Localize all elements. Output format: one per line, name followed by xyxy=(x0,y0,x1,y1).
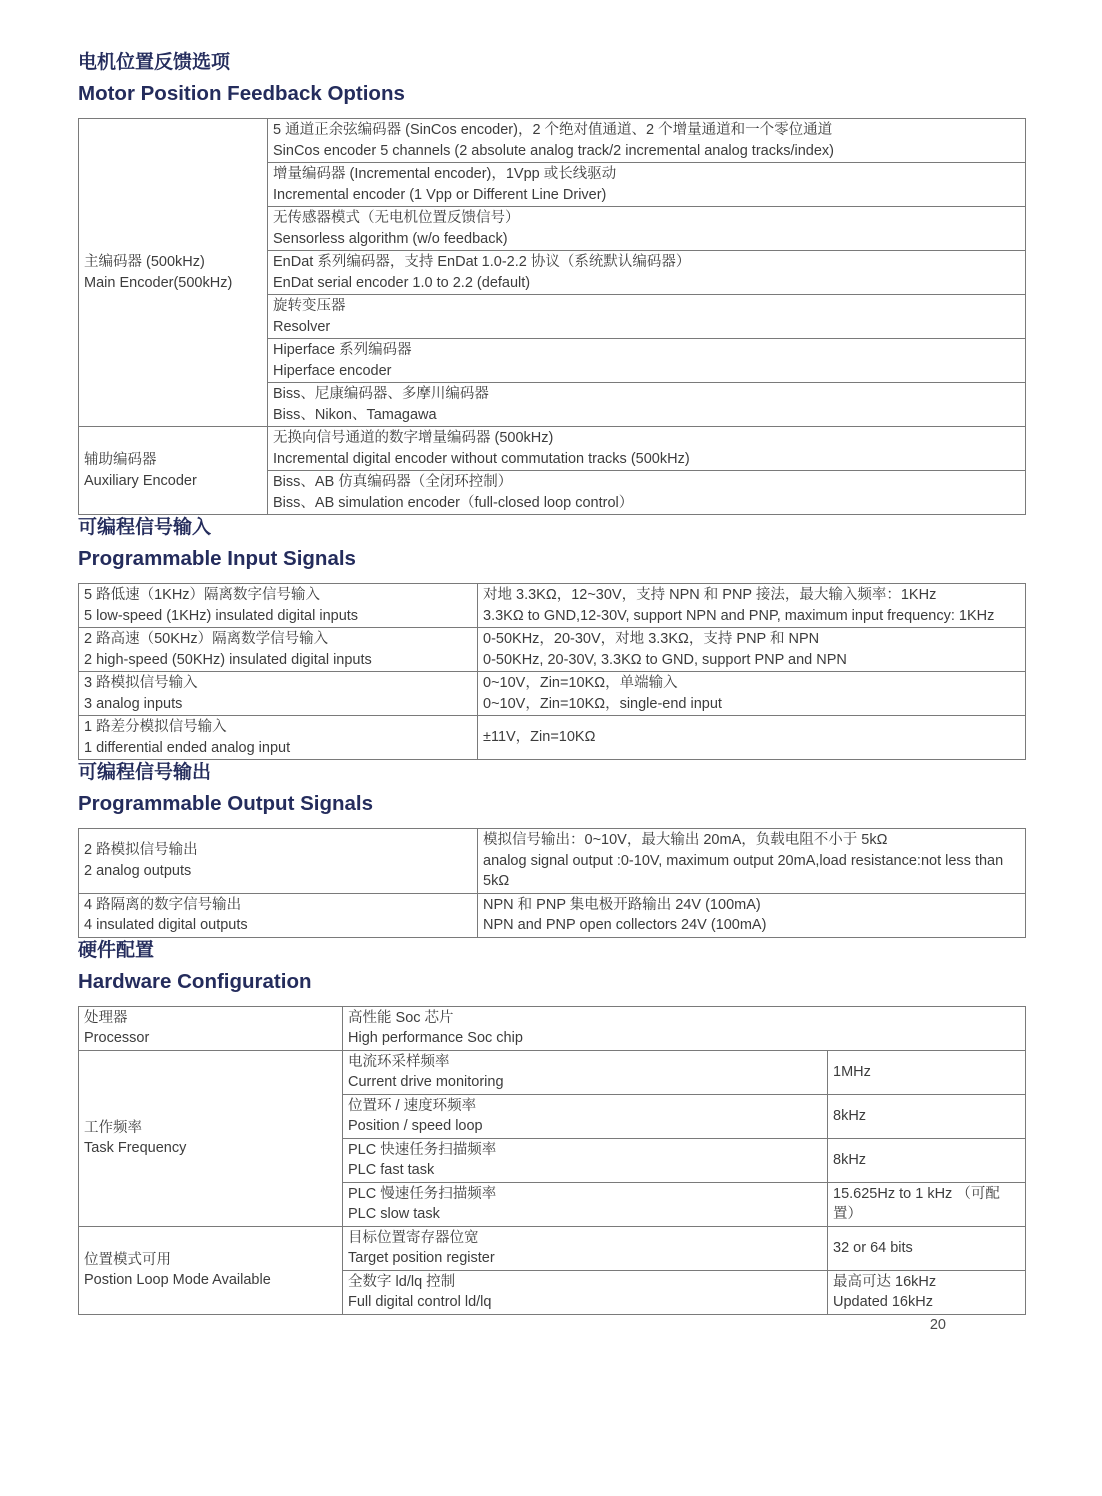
value-cell xyxy=(828,1050,1026,1094)
signal-name-en: 2 analog outputs xyxy=(84,862,192,879)
item-text-zh: 目标位置寄存器位宽 xyxy=(348,1229,479,1246)
group-label-zh: 辅助编码器 xyxy=(84,452,157,468)
signal-name-en: 5 low-speed (1KHz) insulated digital inputs xyxy=(84,607,359,624)
spec-text-en: Resolver xyxy=(273,318,331,335)
spec-cell xyxy=(268,251,1026,295)
signal-spec-zh: 0-50KHz，20-30V，对地 3.3KΩ，支持 PNP 和 NPN xyxy=(483,631,820,647)
group-label-en: Main Encoder(500kHz) xyxy=(84,274,233,291)
spec-text-en: Incremental encoder (1 Vpp or Different Line Driver) xyxy=(273,186,607,203)
section-title-en: Motor Position Feedback Options xyxy=(78,82,405,105)
group-label-zh: 位置模式可用 xyxy=(84,1251,171,1268)
section-title-zh: 电机位置反馈选项 xyxy=(78,52,231,73)
spec-text-en: Incremental digital encoder without commutation tracks (500kHz) xyxy=(273,450,690,467)
item-text-zh: 全数字 ld/lq 控制 xyxy=(348,1273,456,1290)
signal-spec-cell xyxy=(478,628,1026,672)
spec-text-en: High performance Soc chip xyxy=(348,1030,523,1046)
table-row xyxy=(79,672,1026,716)
row-label-zh: 处理器 xyxy=(84,1009,128,1026)
spec-text-en: EnDat serial encoder 1.0 to 2.2 (default) xyxy=(273,274,531,291)
signal-name-en: 2 high-speed (50KHz) insulated digital inputs xyxy=(84,651,372,668)
spec-cell xyxy=(268,383,1026,427)
value-text: 1MHz xyxy=(833,1063,871,1080)
signal-name-en: 4 insulated digital outputs xyxy=(84,917,248,933)
spec-text-en: Hiperface encoder xyxy=(273,362,392,379)
spec-text-zh: 无传感器模式（无电机位置反馈信号） xyxy=(273,210,520,226)
section-title-en: Programmable Output Signals xyxy=(78,792,374,815)
item-text-en: Full digital control ld/lq xyxy=(348,1294,492,1310)
spec-cell xyxy=(268,207,1026,251)
hardware-table xyxy=(78,1006,1026,1315)
signal-name-cell xyxy=(79,628,478,672)
signal-spec-zh: ±11V，Zin=10KΩ xyxy=(483,729,596,746)
spec-text-zh: Hiperface 系列编码器 xyxy=(273,342,412,358)
value-cell xyxy=(828,1182,1026,1226)
signal-spec-cell xyxy=(478,584,1026,628)
signal-spec-zh: 模拟信号输出：0~10V，最大输出 20mA，负载电阻不小于 5kΩ xyxy=(483,832,888,848)
signal-spec-cell xyxy=(478,893,1026,937)
signal-name-cell xyxy=(79,672,478,716)
item-cell xyxy=(343,1138,828,1182)
output-table xyxy=(78,828,1026,938)
table-row xyxy=(79,119,1026,163)
item-text-en: Current drive monitoring xyxy=(348,1074,504,1090)
signal-name-zh: 1 路差分模拟信号输入 xyxy=(84,719,227,735)
value-text-en: Updated 16kHz xyxy=(833,1294,933,1310)
group-label-zh: 工作频率 xyxy=(84,1119,142,1136)
item-text-en: Position / speed loop xyxy=(348,1118,483,1134)
table-row xyxy=(79,628,1026,672)
spec-text-en: Sensorless algorithm (w/o feedback) xyxy=(273,230,508,247)
spec-text-zh: Biss、AB 仿真编码器（全闭环控制） xyxy=(273,474,513,490)
table-row xyxy=(79,1226,1026,1270)
spec-text-en: SinCos encoder 5 channels (2 absolute analog track/2 incremental analog tracks/index) xyxy=(273,142,834,159)
signal-name-cell xyxy=(79,716,478,760)
spec-text-zh: 增量编码器 (Incremental encoder)，1Vpp 或长线驱动 xyxy=(273,166,617,182)
spec-cell xyxy=(268,339,1026,383)
signal-spec-cell xyxy=(478,716,1026,760)
spec-text-zh: 旋转变压器 xyxy=(273,298,346,314)
value-text: 8kHz xyxy=(833,1151,867,1168)
signal-spec-zh: 0~10V，Zin=10KΩ，单端输入 xyxy=(483,675,678,691)
signal-spec-en: NPN and PNP open collectors 24V (100mA) xyxy=(483,917,767,933)
item-cell xyxy=(343,1050,828,1094)
spec-cell xyxy=(268,119,1026,163)
signal-name-zh: 4 路隔离的数字信号输出 xyxy=(84,896,242,913)
spec-cell xyxy=(268,163,1026,207)
spec-text-en: Biss、AB simulation encoder（full-closed loop control） xyxy=(273,494,634,511)
value-cell xyxy=(828,1138,1026,1182)
spec-text-en: Biss、Nikon、Tamagawa xyxy=(273,406,437,423)
spec-cell xyxy=(268,427,1026,471)
group-label-en: Task Frequency xyxy=(84,1140,187,1156)
signal-name-zh: 2 路高速（50KHz）隔离数学信号输入 xyxy=(84,631,329,647)
value-text: 8kHz xyxy=(833,1107,867,1124)
signal-spec-en: analog signal output :0-10V, maximum output 20mA,load resistance:not less than 5kΩ xyxy=(483,852,1004,889)
section-title-zh: 可编程信号输出 xyxy=(78,762,212,783)
signal-spec-zh: NPN 和 PNP 集电极开路输出 24V (100mA) xyxy=(483,896,761,913)
row-group-label-main-encoder xyxy=(79,119,268,427)
value-text: 32 or 64 bits xyxy=(833,1239,913,1256)
section-title-zh: 可编程信号输入 xyxy=(78,517,212,538)
item-cell xyxy=(343,1226,828,1270)
signal-name-en: 3 analog inputs xyxy=(84,695,183,712)
signal-spec-en: 0-50KHz, 20-30V, 3.3KΩ to GND, support PNP and NPN xyxy=(483,651,847,668)
item-text-en: PLC fast task xyxy=(348,1162,435,1178)
section-title-zh: 硬件配置 xyxy=(78,939,155,961)
section-title-en: Hardware Configuration xyxy=(78,969,312,993)
input-table xyxy=(78,583,1026,760)
spec-text-zh: Biss、尼康编码器、多摩川编码器 xyxy=(273,386,489,402)
row-label-en: Processor xyxy=(84,1030,150,1046)
value-cell xyxy=(828,1226,1026,1270)
signal-spec-cell xyxy=(478,829,1026,894)
group-label-zh: 主编码器 (500kHz) xyxy=(84,254,205,270)
spec-cell xyxy=(343,1006,1026,1050)
item-text-zh: 位置环 / 速度环频率 xyxy=(348,1097,477,1114)
section-outputs xyxy=(78,760,1026,938)
signal-name-zh: 5 路低速（1KHz）隔离数字信号输入 xyxy=(84,587,321,603)
page-number: 20 xyxy=(929,1316,946,1333)
table-row xyxy=(79,829,1026,894)
item-text-en: Target position register xyxy=(348,1250,495,1266)
row-group-label-auxiliary-encoder xyxy=(79,427,268,515)
spec-cell xyxy=(268,471,1026,515)
spec-text-zh: EnDat 系列编码器，支持 EnDat 1.0-2.2 协议（系统默认编码器） xyxy=(273,254,691,270)
signal-name-cell xyxy=(79,829,478,894)
signal-name-en: 1 differential ended analog input xyxy=(84,739,291,756)
signal-name-cell xyxy=(79,584,478,628)
row-label-processor xyxy=(79,1006,343,1050)
table-row xyxy=(79,893,1026,937)
table-row xyxy=(79,427,1026,471)
signal-spec-cell xyxy=(478,672,1026,716)
signal-spec-zh: 对地 3.3KΩ，12~30V，支持 NPN 和 PNP 接法，最大输入频率：1KHz xyxy=(483,587,937,603)
table-row xyxy=(79,1050,1026,1094)
item-text-zh: PLC 慢速任务扫描频率 xyxy=(348,1185,497,1202)
feedback-table xyxy=(78,118,1026,515)
signal-spec-en: 3.3KΩ to GND,12-30V, support NPN and PNP, maximum input frequency: 1KHz xyxy=(483,607,995,624)
table-row xyxy=(79,716,1026,760)
item-cell xyxy=(343,1270,828,1314)
group-label-en: Postion Loop Mode Available xyxy=(84,1272,271,1288)
signal-name-zh: 3 路模拟信号输入 xyxy=(84,675,198,691)
table-row xyxy=(79,1006,1026,1050)
spec-text-zh: 无换向信号通道的数字增量编码器 (500kHz) xyxy=(273,430,554,446)
signal-spec-en: 0~10V，Zin=10KΩ，single-end input xyxy=(483,695,722,712)
item-text-zh: PLC 快速任务扫描频率 xyxy=(348,1141,497,1158)
section-hardware xyxy=(78,938,1026,1315)
value-text: 15.625Hz to 1 kHz （可配置） xyxy=(833,1185,1000,1222)
row-group-label-position-loop xyxy=(79,1226,343,1314)
value-text-zh: 最高可达 16kHz xyxy=(833,1273,937,1290)
spec-text-zh: 5 通道正余弦编码器 (SinCos encoder)，2 个绝对值通道、2 个增量通道和一个零位通道 xyxy=(273,122,833,138)
value-cell xyxy=(828,1270,1026,1314)
row-group-label-task-frequency xyxy=(79,1050,343,1226)
value-cell xyxy=(828,1094,1026,1138)
item-text-en: PLC slow task xyxy=(348,1206,440,1222)
signal-name-cell xyxy=(79,893,478,937)
signal-name-zh: 2 路模拟信号输出 xyxy=(84,842,198,859)
item-text-zh: 电流环采样频率 xyxy=(348,1053,450,1070)
group-label-en: Auxiliary Encoder xyxy=(84,472,197,489)
section-feedback xyxy=(78,0,1026,515)
item-cell xyxy=(343,1094,828,1138)
item-cell xyxy=(343,1182,828,1226)
section-title-en: Programmable Input Signals xyxy=(78,547,356,570)
table-row xyxy=(79,584,1026,628)
spec-cell xyxy=(268,295,1026,339)
spec-text-zh: 高性能 Soc 芯片 xyxy=(348,1009,454,1026)
section-inputs xyxy=(78,515,1026,760)
